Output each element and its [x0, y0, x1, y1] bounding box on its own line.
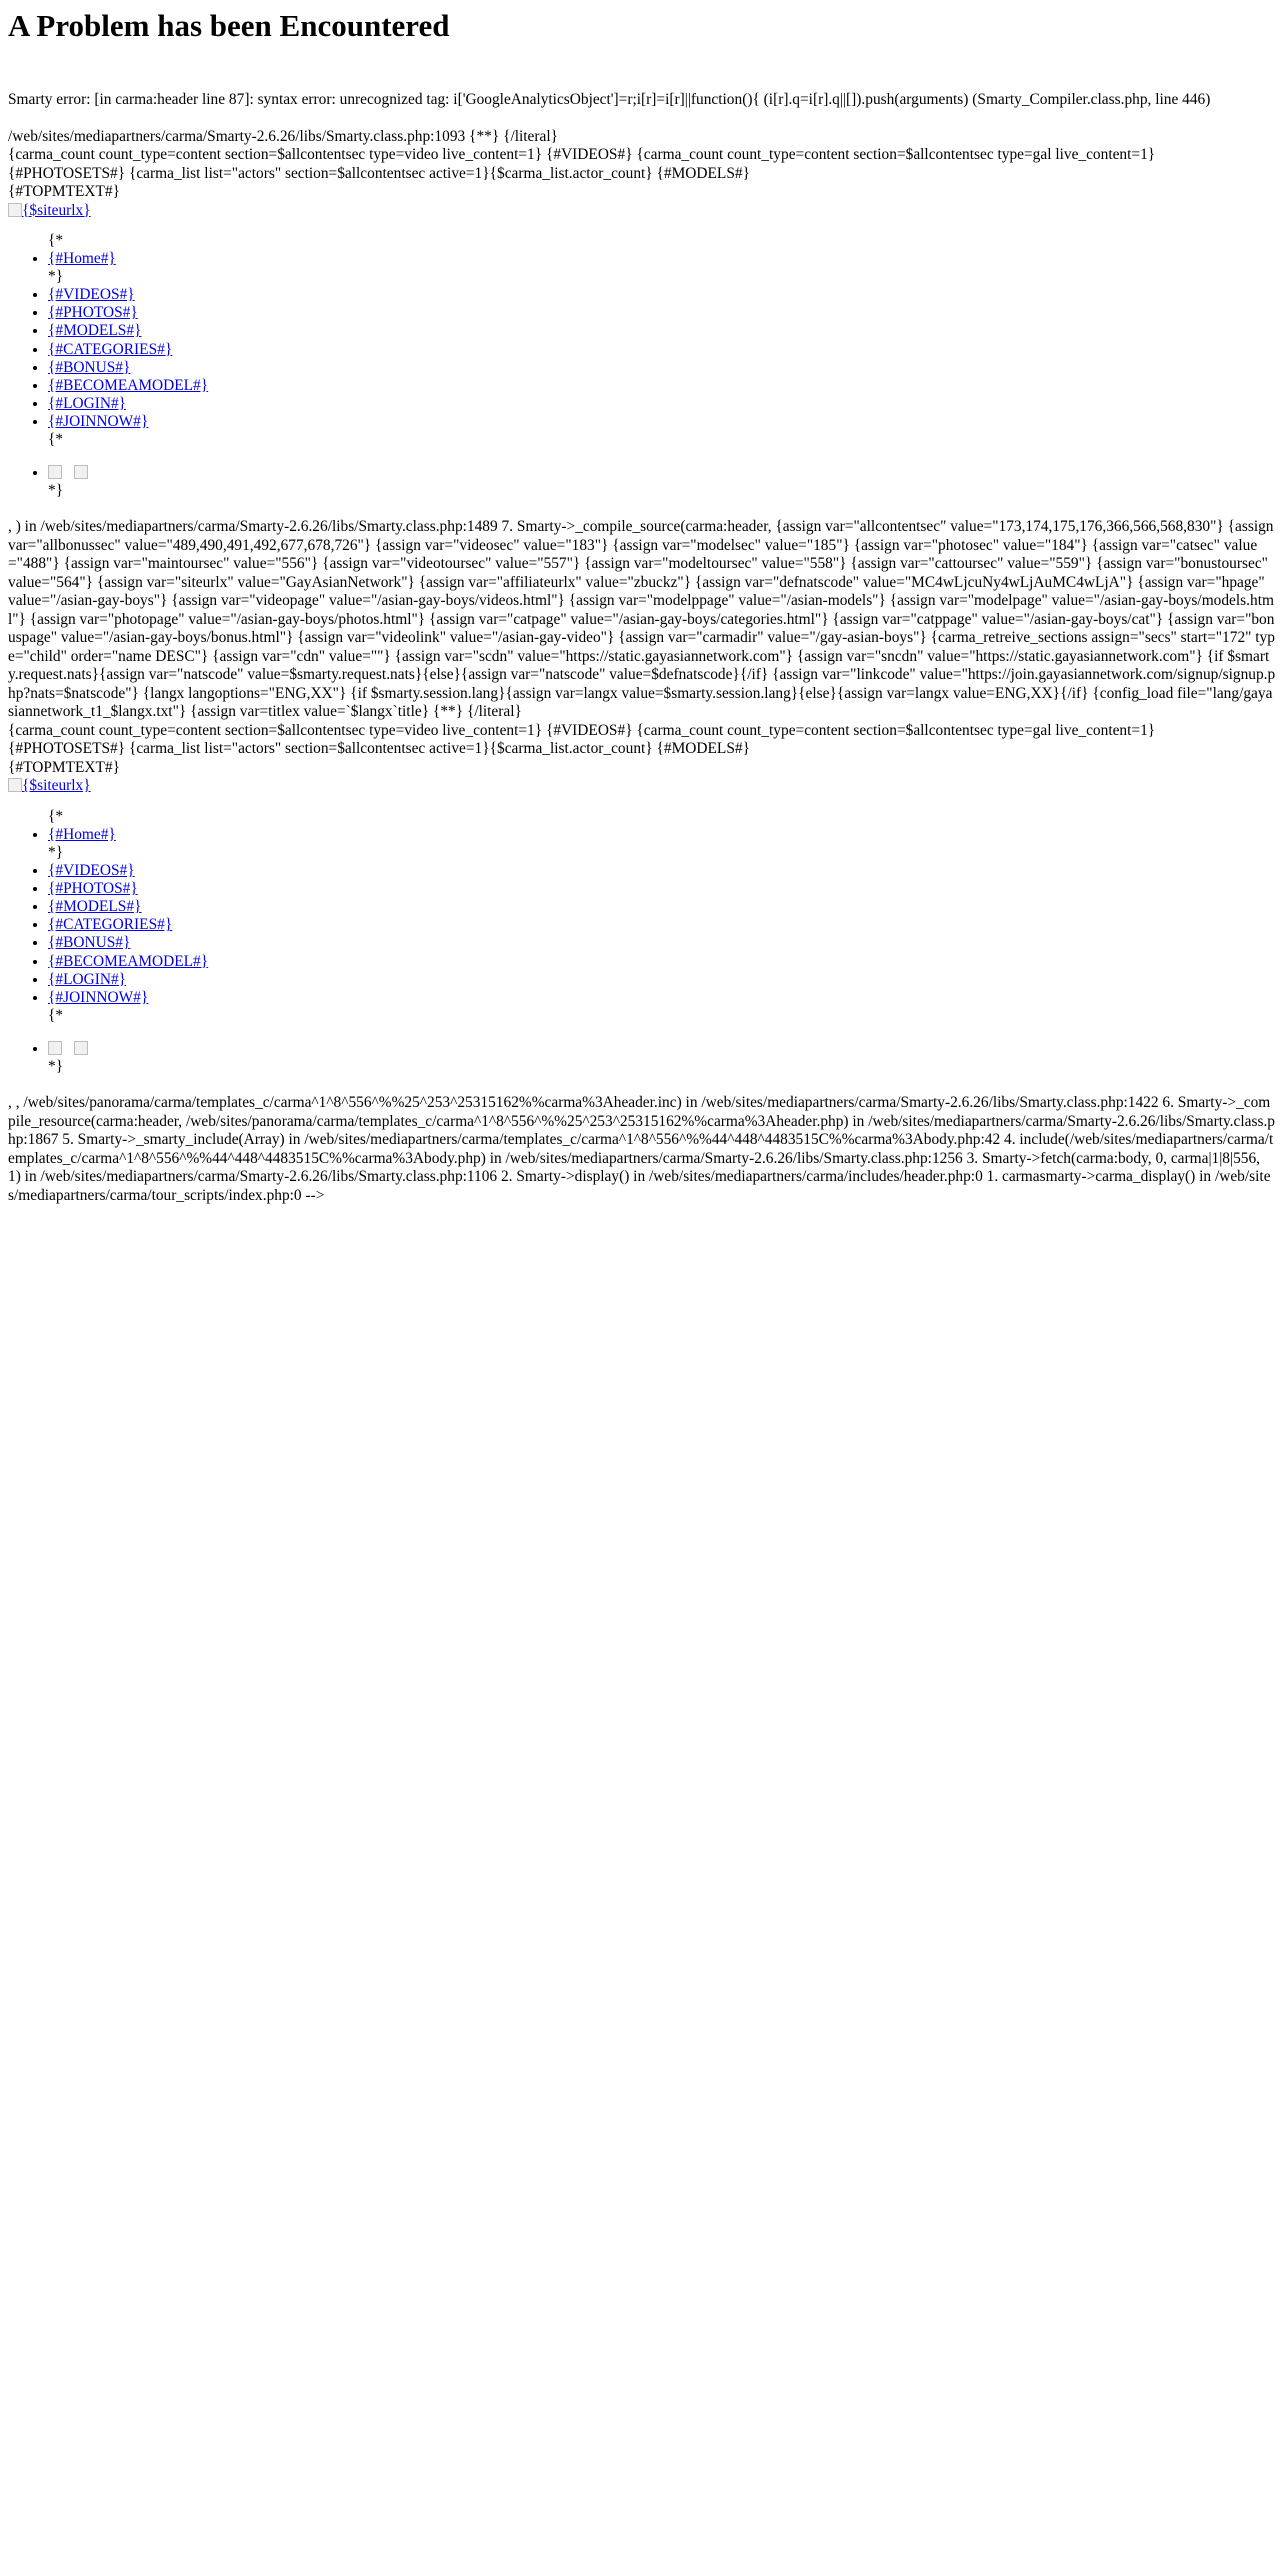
nav-link-videos[interactable]: {#VIDEOS#}: [48, 286, 135, 304]
nav-item-join-now: [48, 989, 1276, 1007]
broken-image-icon: [74, 1041, 88, 1055]
template-dump-1: [8, 128, 1276, 501]
logo-link-text: {$siteurlx}: [22, 777, 91, 795]
nav-item-categories: [48, 341, 1276, 359]
nav-link-become-a-model[interactable]: {#BECOMEAMODEL#}: [48, 952, 209, 970]
nav-item-bonus: [48, 934, 1276, 952]
stack-trace-compile-resource: , , /web/sites/panorama/carma/templates_c/carma^1^8^556^%%25^253^25315162%%carma%3Aheader.inc) in /web/sites/mediapartners/carma/Smarty-2.6.26/libs/Smarty.class.php:1422 6. Smarty->_compile_resource(carma:header, /web/sites/panorama/carma/templates_c/carma^1^8^556^%%25^253^25315162%%carma%3Aheader.php) in /web/sites/mediapartners/carma/Smarty-2.6.26/libs/Smarty.class.php:1867 5. Smarty->_smarty_include(Array) in /web/sites/mediapartners/carma/templates_c/carma^1^8^556^%%44^448^4483515C%%carma%3Abody.php:42 4. include(/web/sites/mediapartners/carma/templates_c/carma^1^8^556^%%44^448^4483515C%%carma%3Abody.php) in /web/sites/mediapartners/carma/Smarty-2.6.26/libs/Smarty.class.php:1256 3. Smarty->fetch(carma:body, 0, carma|1|8|556, 1) in /web/sites/mediapartners/carma/Smarty-2.6.26/libs/Smarty.class.php:1106 2. Smarty->display() in /web/sites/mediapartners/carma/includes/header.php:0 1. carmasmarty->carma_display() in /web/sites/mediapartners/carma/tour_scripts/index.php:0 -->: [8, 1094, 1275, 1204]
nav-link-join-now[interactable]: {#JOINNOW#}: [48, 988, 149, 1006]
count-line: {#PHOTOSETS#} {carma_list list="actors" section=$allcontentsec active=1}{$carma_list.actor_count} {#MODELS#}: [8, 164, 750, 182]
image-list: [8, 464, 1276, 500]
nav-link-bonus[interactable]: {#BONUS#}: [48, 358, 131, 376]
nav-link-home[interactable]: {#Home#}: [48, 250, 116, 268]
broken-image-icon: [74, 465, 88, 479]
image-list-item: [48, 1040, 1276, 1058]
nav-link-login[interactable]: {#LOGIN#}: [48, 394, 127, 412]
nav-item-bonus: [48, 359, 1276, 377]
comment-marker: {*: [48, 1006, 64, 1024]
page-title: A Problem has been Encountered: [8, 8, 450, 43]
image-list: [8, 1040, 1276, 1076]
nav-link-models[interactable]: {#MODELS#}: [48, 322, 142, 340]
broken-image-icon: [8, 778, 22, 792]
nav-link-bonus[interactable]: {#BONUS#}: [48, 934, 131, 952]
comment-marker: *}: [48, 844, 64, 861]
count-line: {carma_count count_type=content section=$allcontentsec type=video live_content=1} {#VIDEOS#} {carma_count count_type=content section=$allcontentsec type=gal live_content=1}: [8, 146, 1156, 163]
nav-item-become-a-model: [48, 377, 1276, 395]
nav-item-videos: [48, 862, 1276, 880]
nav-link-login[interactable]: {#LOGIN#}: [48, 970, 127, 988]
topmtext-line: {#TOPMTEXT#}: [8, 758, 120, 776]
nav-item-models: [48, 322, 1276, 340]
main-nav-list: [8, 232, 1276, 449]
nav-item-login: [48, 971, 1276, 989]
smarty-error-message: Smarty error: [in carma:header line 87]: syntax error: unrecognized tag: i['GoogleAnalyticsObject']=r;i[r]=i[r]||function(){ (i[r].q=i[r].q||[]).push(arguments) (Smarty_Compiler.class.php, line 446): [8, 91, 1211, 108]
nav-link-join-now[interactable]: {#JOINNOW#}: [48, 412, 149, 430]
nav-link-photos[interactable]: {#PHOTOS#}: [48, 304, 138, 322]
nav-item-models: [48, 898, 1276, 916]
nav-item-join-now: [48, 413, 1276, 431]
nav-link-categories[interactable]: {#CATEGORIES#}: [48, 340, 173, 358]
nav-item-home: [48, 250, 1276, 268]
broken-image-icon: [48, 465, 62, 479]
comment-marker: *}: [48, 1058, 64, 1076]
count-line: {carma_count count_type=content section=$allcontentsec type=video live_content=1} {#VIDEOS#} {carma_count count_type=content section=$allcontentsec type=gal live_content=1}: [8, 721, 1156, 739]
topmtext-line: {#TOPMTEXT#}: [8, 183, 120, 200]
nav-item-photos: [48, 304, 1276, 322]
site-logo-link[interactable]: [8, 202, 1276, 221]
comment-marker: {*: [48, 232, 64, 249]
nav-item-videos: [48, 286, 1276, 304]
nav-item-photos: [48, 880, 1276, 898]
count-line: {#PHOTOSETS#} {carma_list list="actors" section=$allcontentsec active=1}{$carma_list.actor_count} {#MODELS#}: [8, 740, 750, 758]
main-nav-list: [8, 808, 1276, 1025]
nav-item-categories: [48, 916, 1276, 934]
comment-marker: {*: [48, 807, 64, 825]
stack-trace-compile-source: , ) in /web/sites/mediapartners/carma/Smarty-2.6.26/libs/Smarty.class.php:1489 7. Smarty->_compile_source(carma:header, {assign var="allcontentsec" value="173,174,175,176,366,566,568,830"} {assign var="allbonussec" value="489,490,491,492,677,678,726"} {assign var="videosec" value="183"} {assign var="modelsec" value="185"} {assign var="photosec" value="184"} {assign var="catsec" value="488"} {assign var="maintoursec" value="556"} {assign var="videotoursec" value="557"} {assign var="modeltoursec" value="558"} {assign var="cattoursec" value="559"} {assign var="bonustoursec" value="564"} {assign var="siteurlx" value="GayAsianNetwork"} {assign var="affiliateurlx" value="zbuckz"} {assign var="defnatscode" value="MC4wLjcuNy4wLjAuMC4wLjA"} {assign var="hpage" value="/asian-gay-boys"} {assign var="videopage" value="/asian-gay-boys/videos.html"} {assign var="modelppage" value="/asian-models"} {assign var="modelpage" value="/asian-gay-boys/models.html"} {assign var="photopage" value="/asian-gay-boys/photos.html"} {assign var="catpage" value="/asian-gay-boys/categories.html"} {assign var="catppage" value="/asian-gay-boys/cat"} {assign var="bonuspage" value="/asian-gay-boys/bonus.html"} {assign var="videolink" value="/asian-gay-video"} {assign var="carmadir" value="/gay-asian-boys"} {carma_retreive_sections assign="secs" start="172" type="child" order="name DESC"} {assign var="cdn" value=""} {assign var="scdn" value="https://static.gayasiannetwork.com"} {assign var="sncdn" value="https://static.gayasiannetwork.com"} {if $smarty.request.nats}{assign var="natscode" value=$smarty.request.nats}{else}{assign var="natscode" value=$defnatscode}{/if} {assign var="linkcode" value="https://join.gayasiannetwork.com/signup/signup.php?nats=$natscode"} {langx langoptions="ENG,XX"} {if $smarty.session.lang}{assign var=langx value=$smarty.session.lang}{else}{assign var=langx value=ENG,XX}{/if} {config_load file="lang/gayasiannetwork_t1_$langx.txt"} {assign var=titlex value=`$langx`title} {**} {/literal}: [8, 518, 1276, 721]
comment-marker: *}: [48, 482, 64, 500]
template-dump-2: [8, 722, 1276, 1076]
comment-marker: *}: [48, 268, 64, 286]
error-page: [0, 8, 1284, 1205]
nav-item-become-a-model: [48, 953, 1276, 971]
nav-link-become-a-model[interactable]: {#BECOMEAMODEL#}: [48, 376, 209, 394]
trace-line: /web/sites/mediapartners/carma/Smarty-2.6.26/libs/Smarty.class.php:1093 {**} {/literal}: [8, 127, 559, 145]
nav-link-categories[interactable]: {#CATEGORIES#}: [48, 916, 173, 934]
nav-item-login: [48, 395, 1276, 413]
nav-link-videos[interactable]: {#VIDEOS#}: [48, 862, 135, 880]
site-logo-link[interactable]: [8, 777, 1276, 796]
comment-marker: {*: [48, 431, 64, 449]
nav-item-home: [48, 826, 1276, 844]
broken-image-icon: [48, 1041, 62, 1055]
nav-link-models[interactable]: {#MODELS#}: [48, 898, 142, 916]
nav-link-photos[interactable]: {#PHOTOS#}: [48, 880, 138, 898]
image-list-item: [48, 464, 1276, 482]
broken-image-icon: [8, 203, 22, 217]
nav-link-home[interactable]: {#Home#}: [48, 825, 116, 843]
logo-link-text: {$siteurlx}: [22, 201, 91, 219]
